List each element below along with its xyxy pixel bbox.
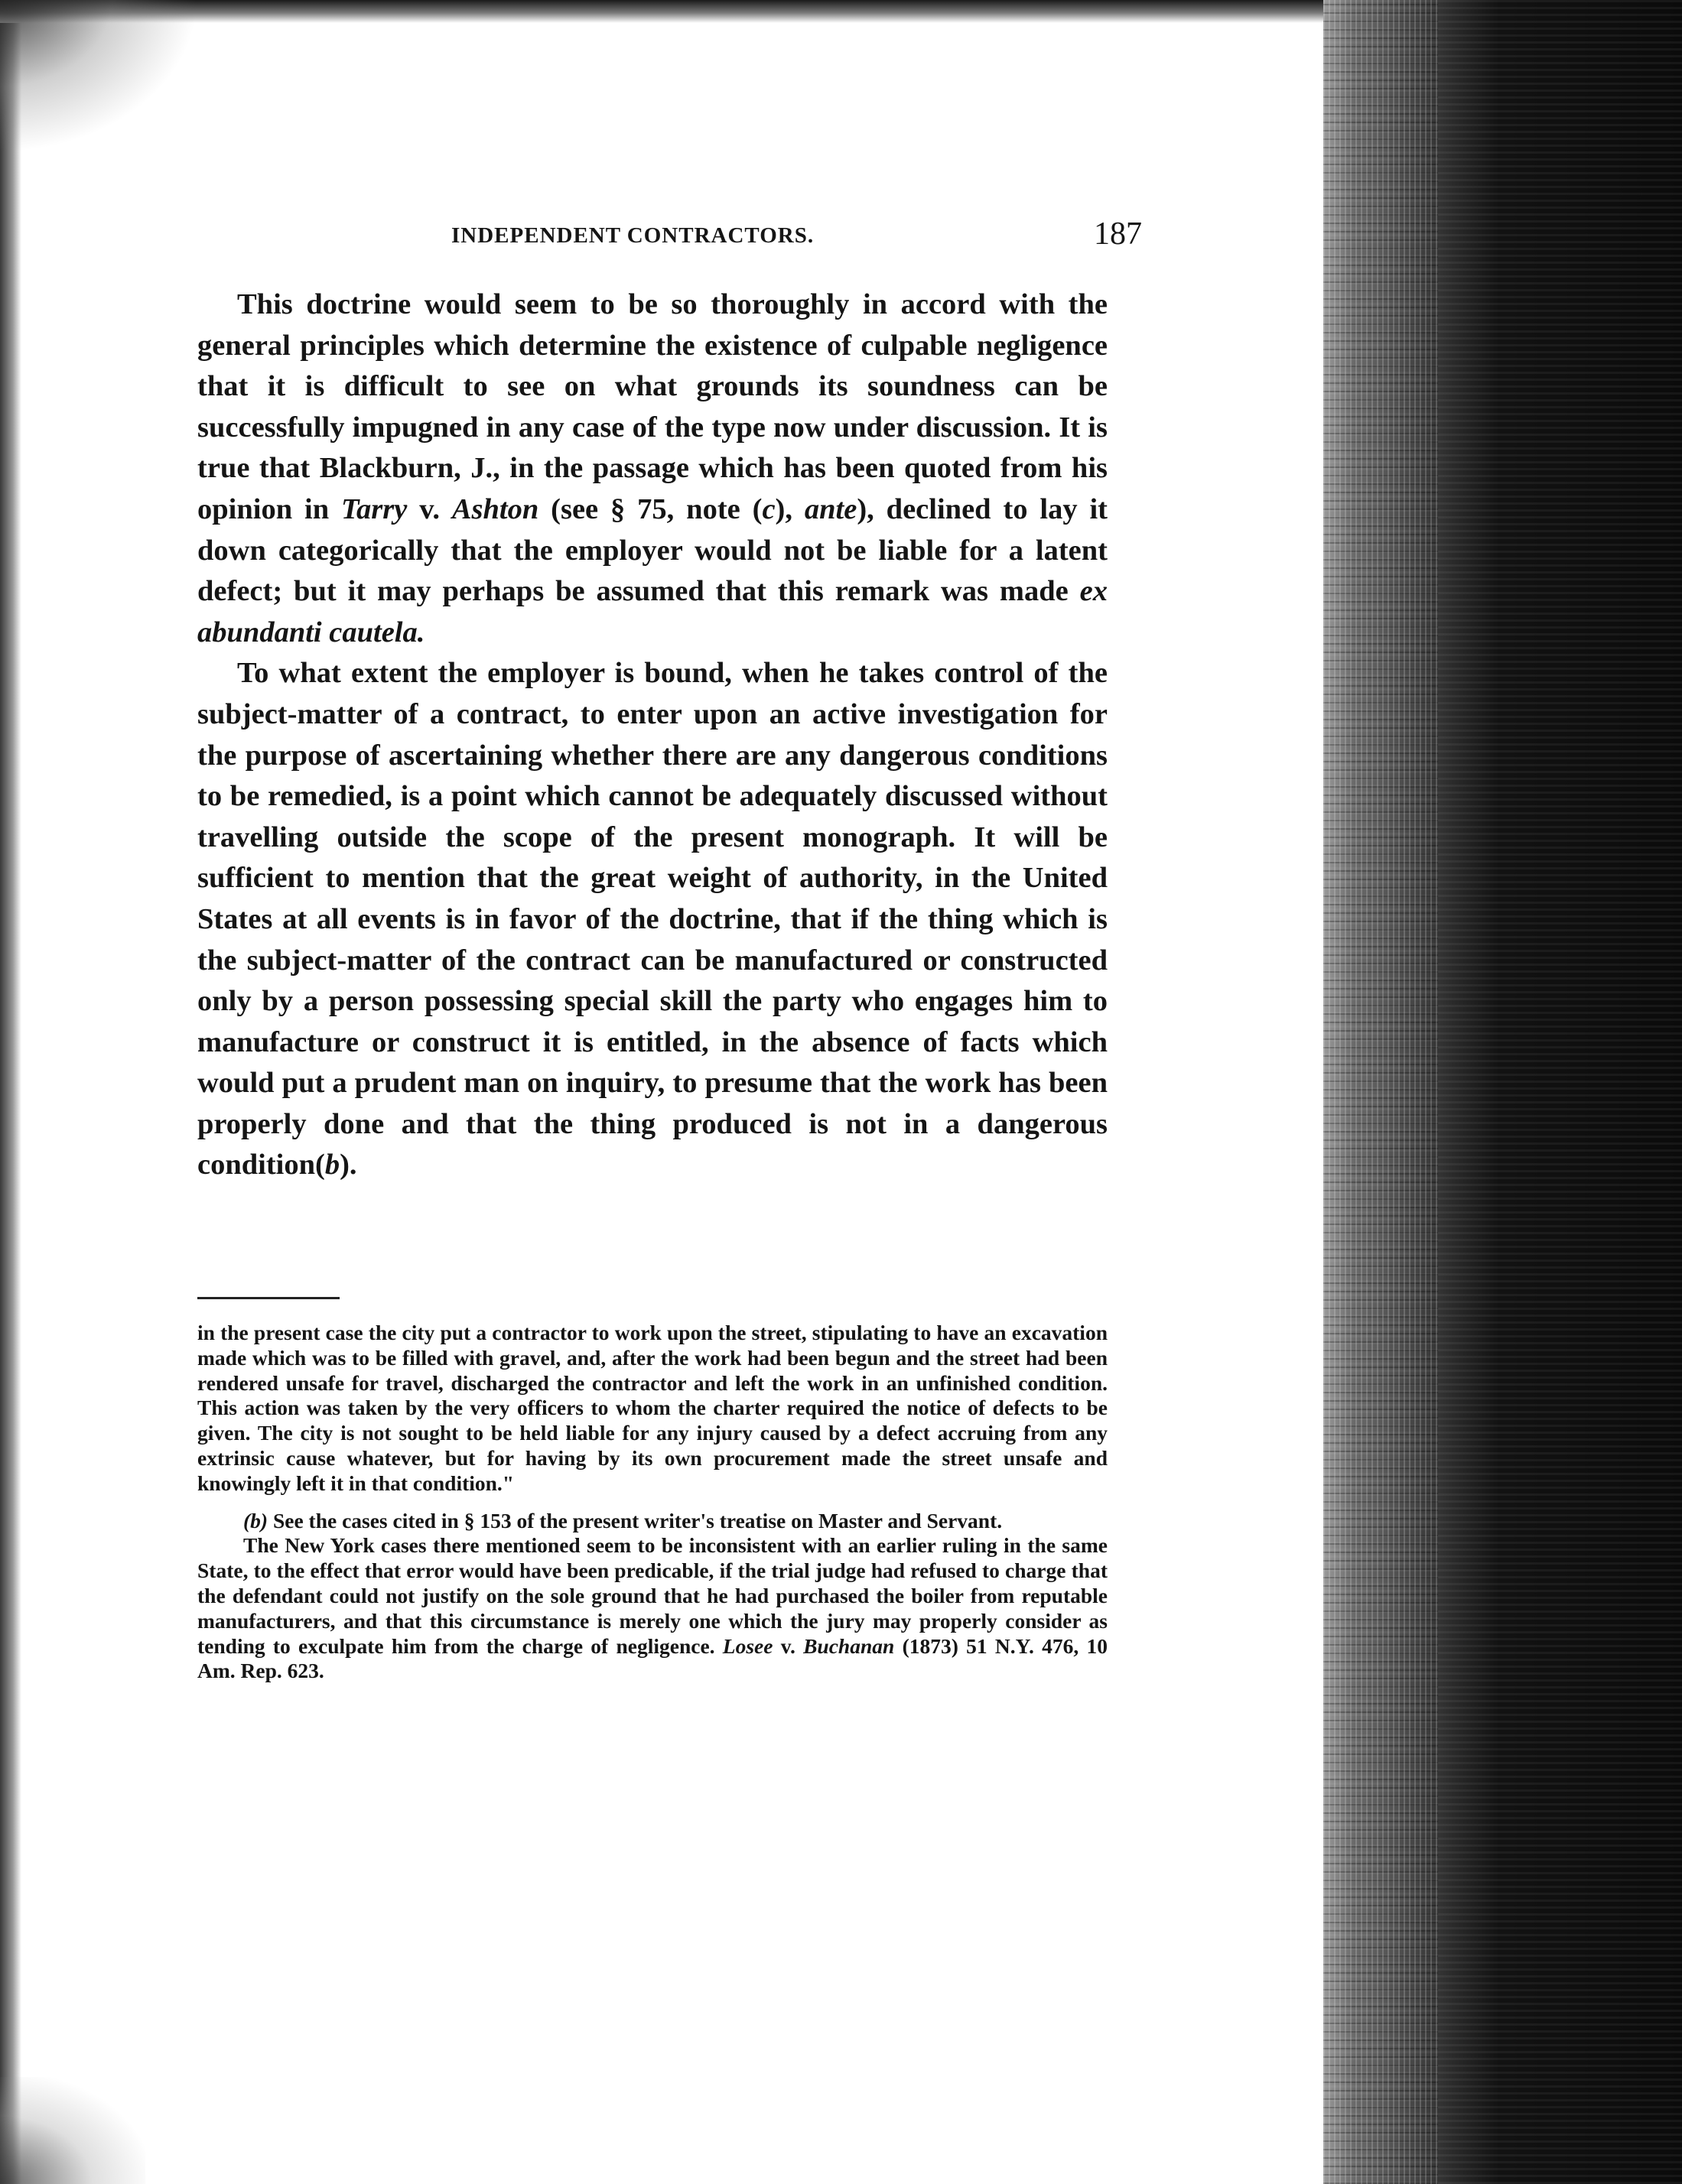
scan-shadow-top-left [0, 0, 199, 153]
scan-shadow-bottom-left [0, 2077, 145, 2184]
p2-text-c: ). [340, 1149, 357, 1181]
paragraph-1 [197, 284, 1108, 653]
footnote-ny-versus: v. [773, 1633, 804, 1658]
scan-gutter-noise [1323, 0, 1438, 2184]
footnote-ny [197, 1533, 1108, 1684]
p1-text-e: ), declined to lay it down categorically that the employer would not be liable for a latent defect; but it may perhaps be assumed that this remark was made [197, 492, 1108, 608]
p1-text-a: This doctrine would seem to be so thoroughly in accord with the general principles which determine the existence of culpable negligence that it is difficult to see on what grounds its soundness can be successfully impugned in any case of the type now under discussion. It is true that Blackburn, J., in the passage which has been quoted from his opinion in [197, 288, 1108, 525]
footnote-continuation: in the present case the city put a contractor to work upon the street, stipulating to have an excavation made which was to be filled with gravel, and, after the work had been begun and the street had been rendered unsafe for travel, discharged the contractor and left the work in an unfinished condition. This action was taken by the very officers to whom the charter required the notice of defects to be given. The city is not sought to be held liable for any injury caused by a defect accruing from any extrinsic cause whatever, but for having by its own procurement made the street unsafe and knowingly left it in that condition." [197, 1321, 1108, 1495]
p1-text-b: (see § 75, note ( [538, 492, 763, 525]
footnote-ny-citation: (1873) 51 N.Y. 476, 10 Am. Rep. 623. [197, 1633, 1108, 1683]
scan-left-edge [0, 0, 21, 2184]
footnotes [197, 1321, 1108, 1684]
latin-phrase: ex abundanti cautela. [197, 575, 1108, 648]
p2-text-a: To what extent the employer is bound, when he takes control of the subject-matter of a contract, to enter upon an active investigation for the purpose of ascertaining whether there are any dangerous conditions to be remedied, is a point which cannot be adequately discussed without travelling outside the scope of the present monograph. It will be sufficient to mention that the great weight of authority, in the United States at all events is in favor of the doctrine, that if the thing which is the subject-matter of the contract can be manufactured or constructed only by a person possessing special skill the party who engages him to manufacture or construct it is entitled, in the absence of facts which would put a prudent man on inquiry, to presume that the work has been properly done and that the thing produced is not in a dangerous condition( [197, 657, 1108, 1181]
case-name-losee: Losee [722, 1633, 773, 1658]
page-number: 187 [1094, 216, 1142, 252]
footnote-rule [197, 1297, 340, 1299]
p1-text-d: ), [775, 492, 805, 525]
footnote-b [197, 1509, 1108, 1534]
p1-versus: v. [407, 492, 452, 525]
body-text [197, 284, 1108, 1186]
footnote-b-label: (b) [243, 1508, 268, 1532]
footnote-ny-text: The New York cases there mentioned seem to be inconsistent with an earlier ruling in the same State, to the effect that error would have been predicable, if the trial judge had refused to charge that the defendant could not justify on the sole ground that he had purchased the boiler from reputable manufacturers, and that this circumstance is merely one which the jury may properly consider as tending to exculpate him from the charge of negligence. [197, 1533, 1108, 1658]
note-letter-c: c [762, 492, 776, 525]
running-head: INDEPENDENT CONTRACTORS. [451, 223, 815, 248]
ante-word: ante [804, 492, 857, 525]
case-name-tarry: Tarry [341, 492, 408, 525]
paragraph-2 [197, 653, 1108, 1186]
footnote-b-text: See the cases cited in § 153 of the present writer's treatise on Master and Servant. [268, 1508, 1003, 1532]
note-ref-b: b [324, 1149, 340, 1181]
case-name-buchanan: Buchanan [803, 1633, 895, 1658]
case-name-ashton: Ashton [451, 492, 539, 525]
